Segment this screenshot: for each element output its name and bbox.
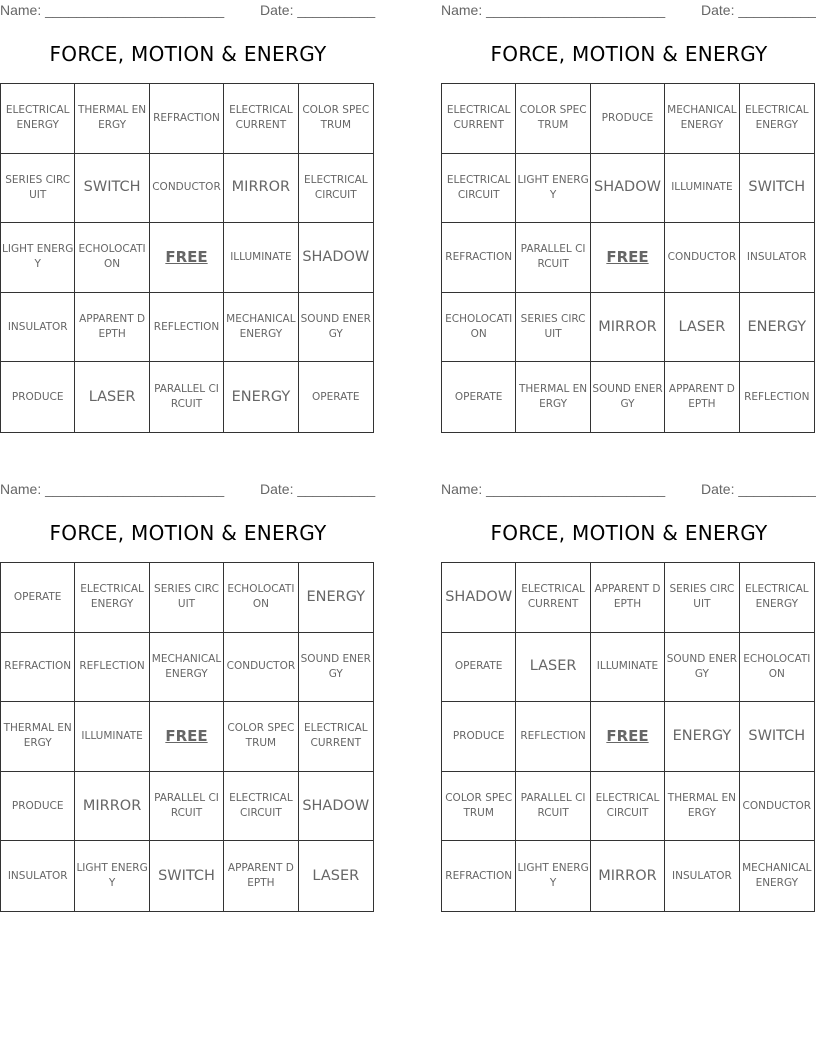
- bingo-cell: COLOR SPECTRUM: [442, 772, 516, 842]
- bingo-cell: LASER: [665, 293, 739, 363]
- card-title: FORCE, MOTION & ENERGY: [49, 42, 327, 66]
- date-field: Date: __________: [701, 481, 816, 497]
- bingo-grid: [0, 83, 374, 433]
- free-space-cell: FREE: [591, 702, 665, 772]
- bingo-cell: CONDUCTOR: [665, 223, 739, 293]
- bingo-cell: ELECTRICAL CURRENT: [442, 84, 516, 154]
- bingo-cell: SWITCH: [75, 154, 149, 224]
- bingo-card-3: [0, 479, 376, 890]
- card-title: FORCE, MOTION & ENERGY: [49, 521, 327, 545]
- bingo-card-1: [0, 0, 376, 411]
- bingo-cell: THERMAL ENERGY: [1, 702, 75, 772]
- bingo-cell: ELECTRICAL ENERGY: [740, 563, 814, 633]
- name-field: Name: _______________________: [0, 481, 225, 497]
- bingo-cell: MIRROR: [224, 154, 298, 224]
- bingo-cell: INSULATOR: [1, 841, 75, 911]
- bingo-cell: REFLECTION: [150, 293, 224, 363]
- date-field: Date: __________: [260, 481, 376, 497]
- bingo-cell: APPARENT DEPTH: [591, 563, 665, 633]
- bingo-cell: COLOR SPECTRUM: [299, 84, 373, 154]
- date-field: Date: __________: [260, 2, 376, 18]
- bingo-cell: CONDUCTOR: [150, 154, 224, 224]
- bingo-cell: PRODUCE: [442, 702, 516, 772]
- bingo-cell: MECHANICAL ENERGY: [665, 84, 739, 154]
- bingo-cell: MECHANICAL ENERGY: [150, 633, 224, 703]
- bingo-cell: SERIES CIRCUIT: [516, 293, 590, 363]
- bingo-cell: INSULATOR: [740, 223, 814, 293]
- bingo-cell: APPARENT DEPTH: [665, 362, 739, 432]
- bingo-cell: REFRACTION: [150, 84, 224, 154]
- bingo-cell: APPARENT DEPTH: [224, 841, 298, 911]
- bingo-cell: LIGHT ENERGY: [75, 841, 149, 911]
- bingo-cell: ENERGY: [740, 293, 814, 363]
- bingo-cell: ECHOLOCATION: [442, 293, 516, 363]
- bingo-cell: SOUND ENERGY: [299, 293, 373, 363]
- bingo-cell: ELECTRICAL CURRENT: [516, 563, 590, 633]
- bingo-cell: OPERATE: [442, 633, 516, 703]
- bingo-cell: SWITCH: [150, 841, 224, 911]
- bingo-card-2: [441, 0, 816, 411]
- free-space-cell: FREE: [150, 702, 224, 772]
- bingo-cell: SWITCH: [740, 154, 814, 224]
- bingo-cell: SWITCH: [740, 702, 814, 772]
- bingo-cell: REFLECTION: [744, 390, 810, 403]
- free-space-cell: FREE: [591, 223, 665, 293]
- bingo-cell: MECHANICAL ENERGY: [224, 293, 298, 363]
- bingo-cell: THERMAL ENERGY: [665, 772, 739, 842]
- bingo-cell: ELECTRICAL ENERGY: [1, 84, 75, 154]
- bingo-cell: REFLECTION: [516, 702, 590, 772]
- bingo-cell: MIRROR: [75, 772, 149, 842]
- bingo-cell: ENERGY: [665, 702, 739, 772]
- name-field: Name: _______________________: [441, 481, 666, 497]
- bingo-cell: SERIES CIRCUIT: [665, 563, 739, 633]
- bingo-cell: PARALLEL CIRCUIT: [516, 772, 590, 842]
- bingo-cell: LIGHT ENERGY: [1, 223, 75, 293]
- bingo-cell: ELECTRICAL CURRENT: [224, 84, 298, 154]
- bingo-cell: OPERATE: [442, 362, 516, 432]
- bingo-cell: INSULATOR: [665, 841, 739, 911]
- bingo-cell: ELECTRICAL CURRENT: [299, 702, 373, 772]
- bingo-cell: LASER: [516, 633, 590, 703]
- bingo-cell: LIGHT ENERGY: [516, 154, 590, 224]
- bingo-cell: ECHOLOCATION: [224, 563, 298, 633]
- bingo-cell: SHADOW: [442, 563, 516, 633]
- name-field: Name: _______________________: [0, 2, 225, 18]
- bingo-cell: OPERATE: [1, 563, 75, 633]
- bingo-cell: INSULATOR: [1, 293, 75, 363]
- name-field: Name: _______________________: [441, 2, 666, 18]
- bingo-cell: APPARENT DEPTH: [75, 293, 149, 363]
- bingo-cell: PRODUCE: [1, 362, 75, 432]
- bingo-cell: LIGHT ENERGY: [516, 841, 590, 911]
- bingo-cell: CONDUCTOR: [740, 772, 814, 842]
- bingo-cell: MIRROR: [591, 841, 665, 911]
- bingo-cell: COLOR SPECTRUM: [516, 84, 590, 154]
- bingo-cell: REFRACTION: [1, 633, 75, 703]
- bingo-cell: THERMAL ENERGY: [75, 84, 149, 154]
- bingo-cell: SHADOW: [299, 223, 373, 293]
- bingo-cell: COLOR SPECTRUM: [224, 702, 298, 772]
- card-header: [0, 0, 376, 22]
- bingo-grid: [0, 562, 374, 912]
- bingo-cell: MIRROR: [591, 293, 665, 363]
- bingo-cell: ENERGY: [299, 563, 373, 633]
- bingo-cell: THERMAL ENERGY: [516, 362, 590, 432]
- bingo-cell: SERIES CIRCUIT: [150, 563, 224, 633]
- card-header: [441, 0, 816, 22]
- bingo-cell: SHADOW: [299, 772, 373, 842]
- bingo-cell: PARALLEL CIRCUIT: [516, 223, 590, 293]
- bingo-cell: SOUND ENERGY: [665, 633, 739, 703]
- bingo-cell: PRODUCE: [1, 772, 75, 842]
- bingo-cell: PRODUCE: [591, 84, 665, 154]
- bingo-cell: ELECTRICAL CIRCUIT: [224, 772, 298, 842]
- bingo-cell: ELECTRICAL CIRCUIT: [299, 154, 373, 224]
- bingo-cell: SHADOW: [591, 154, 665, 224]
- bingo-cell: PARALLEL CIRCUIT: [150, 772, 224, 842]
- bingo-cell: ELECTRICAL ENERGY: [740, 84, 814, 154]
- bingo-cell: ENERGY: [224, 362, 298, 432]
- card-title: FORCE, MOTION & ENERGY: [490, 521, 768, 545]
- bingo-cell: ELECTRICAL CIRCUIT: [591, 772, 665, 842]
- bingo-cell: LASER: [75, 362, 149, 432]
- bingo-cell: OPERATE: [312, 390, 360, 403]
- bingo-cell: ILLUMINATE: [75, 702, 149, 772]
- bingo-grid: [441, 83, 815, 433]
- bingo-cell: ILLUMINATE: [591, 633, 665, 703]
- bingo-cell: PARALLEL CIRCUIT: [150, 362, 224, 432]
- bingo-cell: REFRACTION: [442, 841, 516, 911]
- bingo-cell: REFRACTION: [442, 223, 516, 293]
- bingo-cell: ECHOLOCATION: [740, 633, 814, 703]
- bingo-grid: [441, 562, 815, 912]
- date-field: Date: __________: [701, 2, 816, 18]
- bingo-cell: SOUND ENERGY: [591, 362, 665, 432]
- bingo-cell: ECHOLOCATION: [75, 223, 149, 293]
- bingo-cell: REFLECTION: [75, 633, 149, 703]
- card-title: FORCE, MOTION & ENERGY: [490, 42, 768, 66]
- bingo-card-4: [441, 479, 816, 890]
- bingo-cell: ILLUMINATE: [224, 223, 298, 293]
- bingo-cell: SOUND ENERGY: [299, 633, 373, 703]
- bingo-cell: MECHANICAL ENERGY: [742, 862, 812, 890]
- bingo-cell: ELECTRICAL CIRCUIT: [442, 154, 516, 224]
- bingo-cell: ELECTRICAL ENERGY: [75, 563, 149, 633]
- card-header: [441, 479, 816, 501]
- bingo-cell: ILLUMINATE: [665, 154, 739, 224]
- bingo-cell: CONDUCTOR: [224, 633, 298, 703]
- card-header: [0, 479, 376, 501]
- bingo-cell: SERIES CIRCUIT: [1, 154, 75, 224]
- free-space-cell: FREE: [150, 223, 224, 293]
- bingo-cell: LASER: [312, 867, 360, 884]
